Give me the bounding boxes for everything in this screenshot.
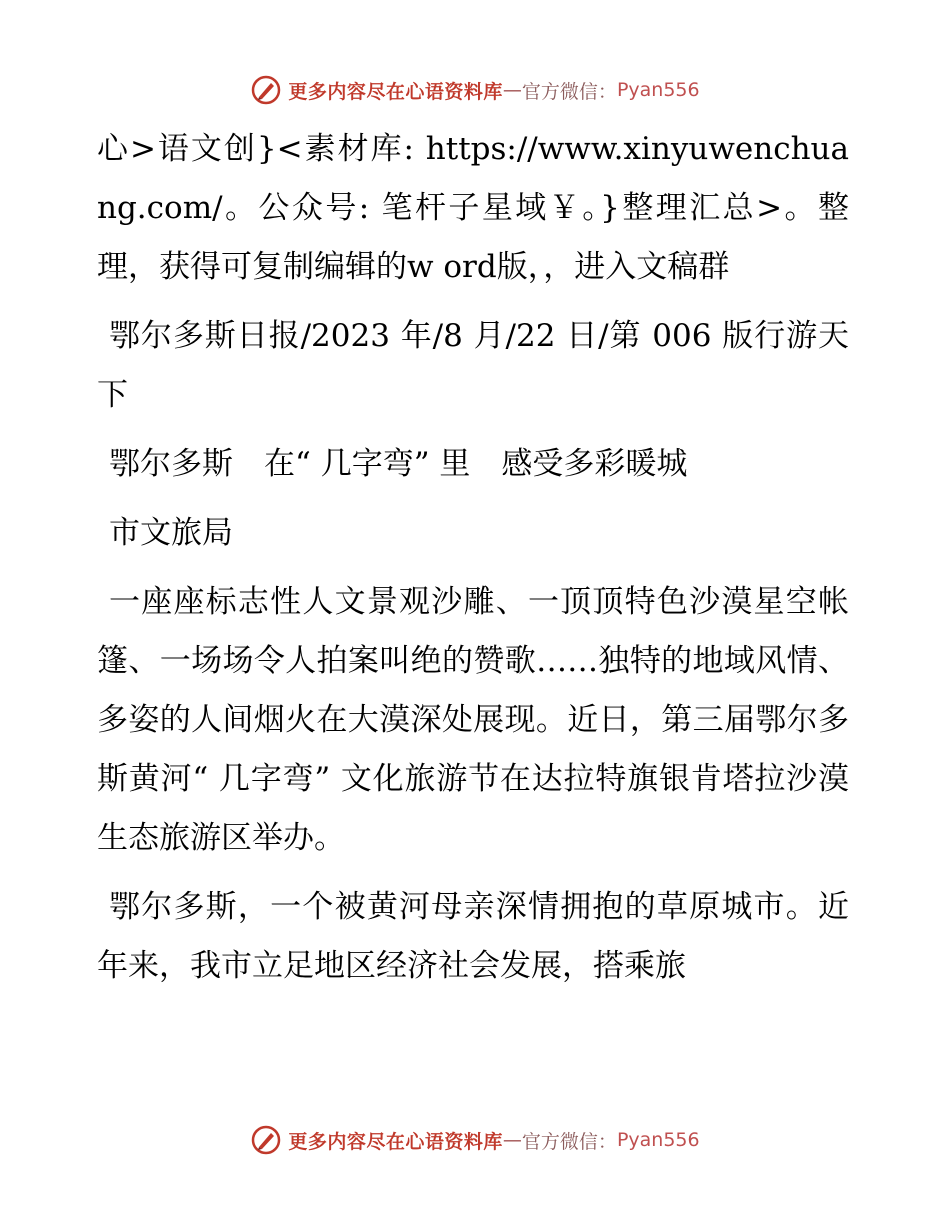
document-body bbox=[97, 120, 849, 1006]
pen-logo-icon bbox=[250, 74, 282, 106]
paragraph-body-2: 鄂尔多斯，一个被黄河母亲深情拥抱的草原城市。近年来，我市立足地区经济社会发展，搭乘旅 bbox=[97, 889, 849, 984]
pen-logo-icon bbox=[250, 1124, 282, 1156]
paragraph-source-note: 心>语文创}<素材库: https://www.xinyuwenchuang.com/。公众号: 笔杆子星域￥。}整理汇总>。整理，获得可复制编辑的w ord版，，进入文稿群 bbox=[97, 131, 849, 285]
paragraph-body-1: 一座座标志性人文景观沙雕、一顶顶特色沙漠星空帐篷、一场场令人拍案叫绝的赞歌……独特的地域风情、多姿的人间烟火在大漠深处展现。近日，第三届鄂尔多斯黄河“ 几字弯” 文化旅游节在达拉特旗银肯塔拉沙漠生态旅游区举办。 bbox=[97, 584, 849, 856]
article-title: 鄂尔多斯 在“ 几字弯” 里 感受多彩暖城 bbox=[109, 446, 688, 482]
watermark-subtitle: 官方微信： bbox=[521, 80, 617, 103]
watermark-separator: — bbox=[502, 79, 522, 101]
watermark-footer bbox=[0, 1120, 950, 1160]
watermark-header bbox=[0, 70, 950, 110]
watermark-wechat-id: Pyan556 bbox=[616, 1129, 700, 1151]
watermark-separator: — bbox=[502, 1129, 522, 1151]
watermark-title: 更多内容尽在心语资料库 bbox=[288, 80, 503, 103]
watermark-wechat-id: Pyan556 bbox=[616, 79, 700, 101]
article-author: 市文旅局 bbox=[109, 515, 233, 551]
watermark-title: 更多内容尽在心语资料库 bbox=[288, 1130, 503, 1153]
paragraph-publication-info: 鄂尔多斯日报/2023 年/8 月/22 日/第 006 版行游天下 bbox=[97, 318, 849, 413]
watermark-subtitle: 官方微信： bbox=[521, 1130, 617, 1153]
